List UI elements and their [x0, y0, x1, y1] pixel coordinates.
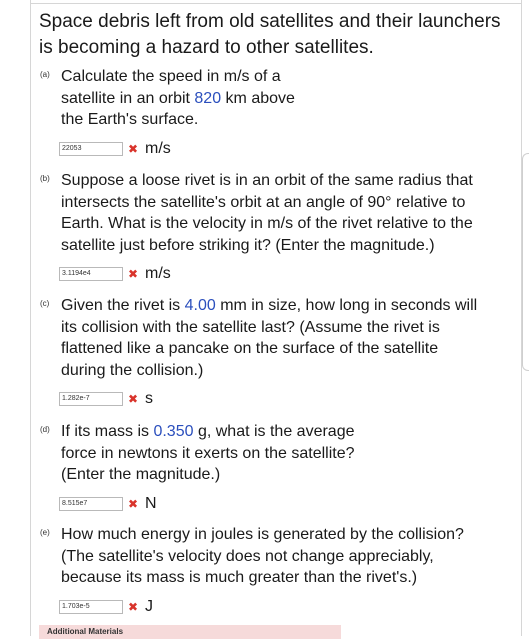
question-line: satellite just before striking it? (Enter the magnitude.): [61, 236, 435, 254]
question-text: [61, 421, 355, 486]
question-line: (Enter the magnitude.): [61, 466, 221, 483]
answer-unit: m/s: [145, 139, 171, 157]
question-line: because its mass is much greater than the rivet's.): [61, 569, 418, 586]
question-text: [61, 295, 477, 381]
answer-input[interactable]: 1.282e-7: [59, 392, 123, 406]
given-value: 0.350: [153, 423, 194, 440]
question-text: [61, 170, 473, 256]
part-label: (d): [40, 425, 50, 434]
wrong-answer-x-icon: ✖: [127, 599, 139, 614]
answer-input[interactable]: 22053: [59, 142, 123, 156]
question-line: force in newtons it exerts on the satellite?: [61, 444, 355, 462]
answer-input[interactable]: 8.515e7: [59, 497, 123, 511]
part-label: (e): [40, 528, 50, 537]
given-value: 820: [194, 89, 222, 107]
question-line: flattened like a pancake on the surface of the satellite: [61, 340, 439, 357]
wrong-answer-x-icon: ✖: [127, 392, 139, 406]
answer-unit: s: [145, 390, 153, 407]
additional-materials-header[interactable]: Additional Materials: [39, 625, 341, 639]
answer-row: [59, 266, 171, 282]
question-line: Earth. What is the velocity in m/s of the rivet relative to the: [61, 215, 473, 232]
question-line: If its mass is 0.350 g, what is the average: [61, 423, 355, 440]
question-line: Calculate the speed in m/s of a: [61, 68, 281, 85]
question-line: Suppose a loose rivet is in an orbit of the same radius that: [61, 172, 473, 189]
part-label: (c): [40, 299, 50, 308]
question-text: [61, 524, 464, 589]
answer-row: [59, 599, 153, 615]
wrong-answer-x-icon: ✖: [127, 496, 139, 511]
part-label: (a): [40, 70, 50, 79]
answer-input[interactable]: 3.1194e4: [59, 267, 123, 281]
question-line: intersects the satellite's orbit at an angle of 90° relative to: [61, 193, 466, 211]
answer-row: [59, 391, 153, 407]
answer-input[interactable]: 1.703e-5: [59, 600, 123, 614]
problem-intro: Space debris left from old satellites and their launchers is becoming a hazard to other satellites.: [39, 11, 501, 58]
answer-unit: N: [145, 494, 157, 512]
part-label: (b): [40, 174, 50, 183]
answer-row: [59, 141, 171, 157]
answer-unit: J: [145, 597, 153, 615]
answer-unit: m/s: [145, 265, 171, 282]
question-line: its collision with the satellite last? (Assume the rivet is: [61, 318, 440, 336]
given-value: 4.00: [184, 297, 216, 314]
question-text: [61, 66, 295, 131]
question-line: during the collision.): [61, 361, 204, 379]
question-line: Given the rivet is 4.00 mm in size, how long in seconds will: [61, 297, 478, 314]
question-line: the Earth's surface.: [61, 111, 199, 128]
wrong-answer-x-icon: ✖: [127, 267, 139, 281]
question-line: satellite in an orbit 820 km above: [61, 89, 295, 107]
question-line: How much energy in joules is generated by the collision?: [61, 526, 464, 543]
answer-row: [59, 496, 157, 512]
scroll-handle[interactable]: [522, 153, 529, 371]
wrong-answer-x-icon: ✖: [127, 141, 139, 156]
question-line: (The satellite's velocity does not change appreciably,: [61, 547, 434, 565]
